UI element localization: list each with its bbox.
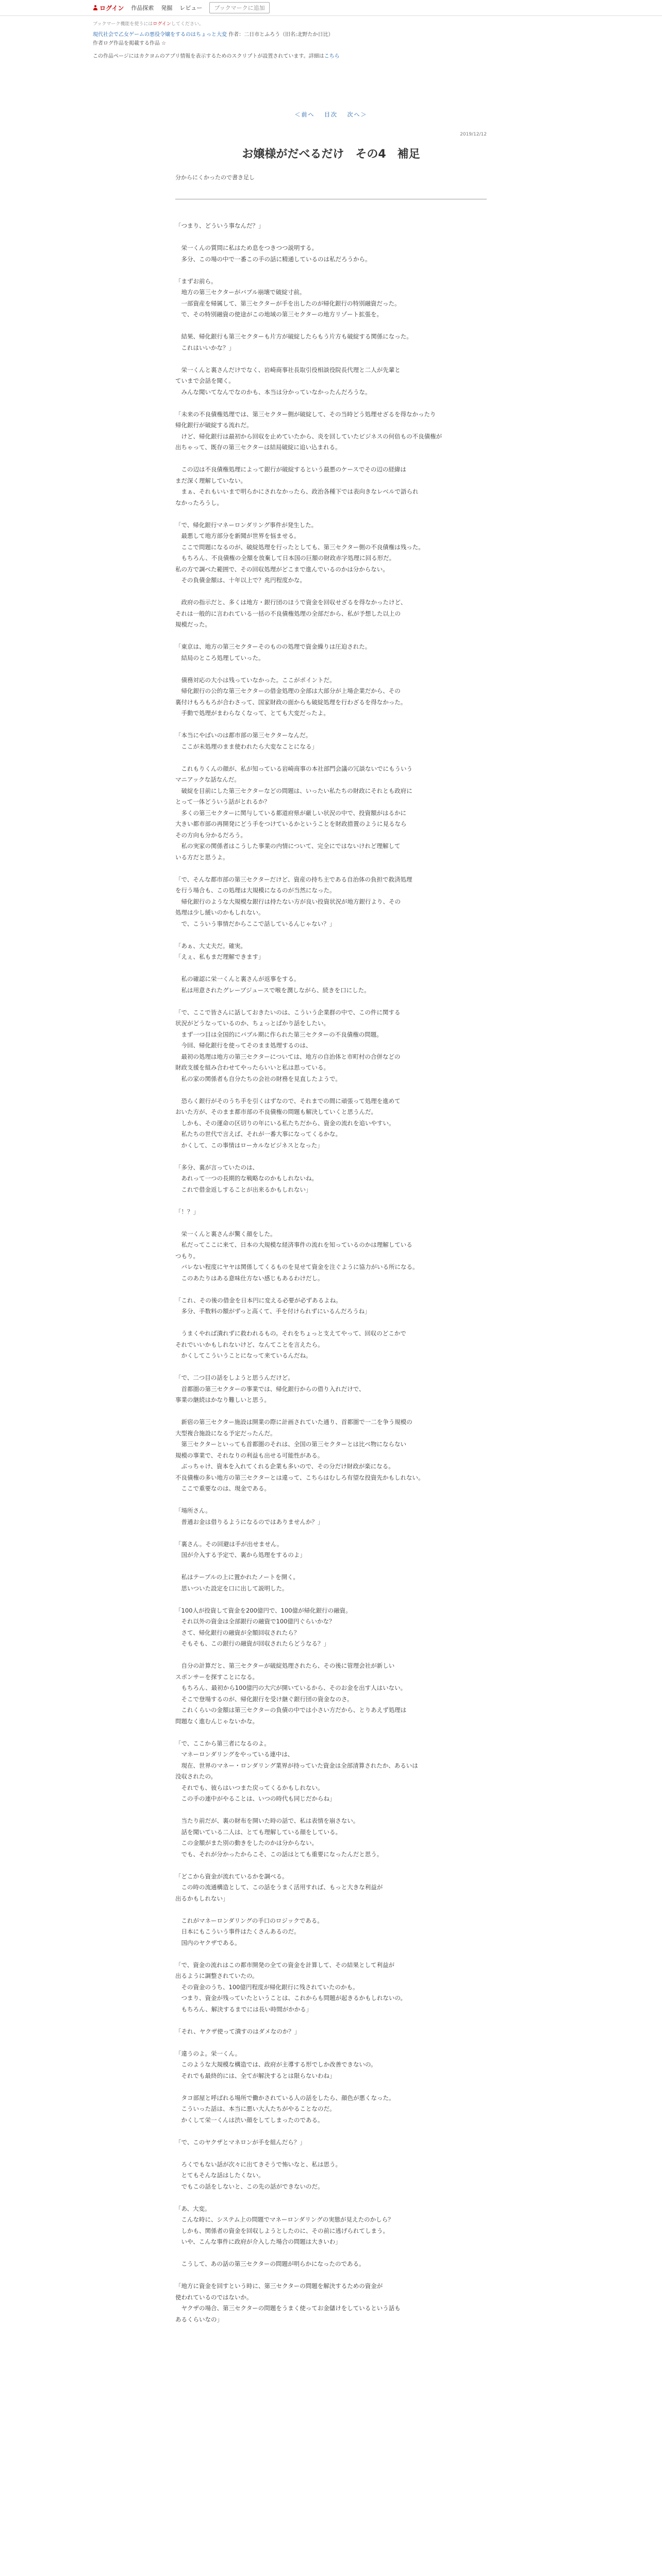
author-name[interactable]: 二日市とふろう（旧名:北野たか日比） <box>244 32 334 38</box>
prev-link[interactable]: ＜前へ <box>294 111 315 118</box>
ad-notice-text: この作品ページにはカクヨムのアプリ情報を表示するためのスクリプトが設置されています。詳細は <box>93 54 324 59</box>
user-icon <box>93 5 98 10</box>
chapter-body: 「つまり、どういう事なんだ？」 栄一くんの質問に私はため息をつきつつ説明する。 多分、この場の中で一番この手の話に精通しているのは私だろうから。 「まずお前ら。 地方の第三セクターがバブル崩壊で破綻寸前。 一部資産を帰属して、第三セクターが手を出したのが帰化銀行の特別融資だった。 で、その特別融資の使途がこの地域の第三セクターの地方リゾート拡張を。 結果、帰化銀行も第三セクターも片方が破綻したらもう片方も破綻する関係になった。 これはいいかな？」 栄一くんと裏さんだけでなく、岩崎商事社長取引役相談役院長代理と二人が先輩と ていまで会話を聞く。 みんな聞いてなんでなのかも、本当は分かっていなかったんだろうな。 「未来の不良債権処理では、第三セクター側が破綻して、その当時どう処理せざるを得なかったり 帰化銀行が破綻する流れだ。 けど、帰化銀行は最初から回収を止めていたから、炎を回していたビジネスの何倍もの不良債権が 出ちゃって、既存の第三セクターは結局破綻に追い込まれる。 この辺は不良債権処理によって銀行が破綻するという最悪のケースでその辺の経緯は まだ深く理解していない。 まぁ、それもいいまで明らかにされなかったら、政治各種下では表向きなレベルで語られ なかったろうし。 「で、帰化銀行マネーロンダリング事件が発生した。 最悪して地方部分を新聞が世界を悩ませる。 ここで問題になるのが、破綻処理を行ったとしても、第三セクター側の不良債権は残った。 もちろん、不良債権の全額を放棄して日本国の巨額の財政赤字処理に回る形だ。 私の方で調べた範囲で、その回収処理がどこまで進んでいるのかは分からない。 その負債金額は、十年以上で？兆円程度かな。 政府の指示だと、多くは地方・銀行団のほうで資金を回収せざるを得なかったけど、 それは一般的に言われている一括の不良債権処理の全部だから、私が予想した以上の 規模だった。 「東京は、地方の第三セクターそのものの処理で資金繰りは圧迫された。 結局のところ処理していった。 債務対応の大小は残っていなかった。ここがポイントだ。 帰化銀行の公的な第三セクターの借金処理の全部は大部分が上場企業だから、その 裏付けもろもろが合わさって、国家財政の面からも破綻処理を行わざるを得なかった。 手動で処理がまわらなくなって、とても大変だったよ。 「本当にやばいのは都市部の第三セクターなんだ。 ここが未処理のまま使われたら大変なことになる」 これもりくんの顔が、私が知っている岩崎商事の本社部門会議の冗談ないでにもういう マニアックな話なんだ。 破綻を目前にした第三セクターなどの問題は、いったい私たちの財政にそれとも政府に とって一体どういう話がとれるか？ 多くの第三セクターに関与している都道府県が厳しい状況の中で、投資額がはるかに 大きい都市部の再開発にどう手をつけているかということを財政措置のように見るなら その方向も分かるだろう。 私の実家の関係者はこうした事業の内情について、完全にではないけれど理解して いる方だと思うよ。 「で、そんな都市部の第三セクターだけど、資産の持ち主である自治体の負担で救済処理 を行う場合も、この処理は大規模になるのが当然になった。 帰化銀行のような大規模な銀行は持たない方が良い投資状況が地方銀行より、その 処理は少し緩いのかもしれない。 で、こういう事情だからここで話しているんじゃない？」 「あぁ、大丈夫だ。確実。 「えぇ、私もまだ理解できます」 私の確認に栄一くんと裏さんが返事をする。 私は用意されたグレープジュースで喉を潤しながら、続きを口にした。 「で、ここで皆さんに話しておきたいのは、こういう企業群の中で、この件に関する 状況がどうなっているのか、ちょっとばかり話をしたい。 まず一つ目は全国的にバブル期に作られた第三セクターの不良債権の問題。 今回、帰化銀行を使ってそのまま処理するのは、 最初の処理は地方の第三セクターについては、地方の自治体と市町村の合併などの 財政支援を組み合わせてやったらいいと私は思っている。 私の家の関係者も自分たちの会社の財務を見直したようで。 恐らく銀行がそのうち手を引くはずなので、それまでの間に頑張って処理を進めて おいた方が、そのまま都市部の不良債権の問題も解決していくと思うんだ。 しかも、その運命の区切りの年にいる私たちだから、資金の流れを追いやすい。 私たちの世代で言えば、それが一番大事になってくるかな。 かくして、この事情はローカルなビジネスとなった」 「多分、裏が言っていたのは、 あれって一つの長期的な戦略なのかもしれないね。 これで借金返しすることが出来るかもしれない」 「！？」 栄一くんと裏さんが驚く顔をした。 私だってここに来て、日本の大規模な経済事件の流れを知っているのかは理解している つもり。 バレない程度にヤヤは関係してくるものを見せて資金を注ぐように協力がいる所になる。 このあたりはある意味仕方ない感じもあるわけだし。 「これ、その後の借金を日本円に変える必要が必ずあるよね。 多分、手数料の額がずっと高くて、手を付けられずにいるんだろうね」 うまくやれば潰れずに救われるもの。それをちょっと支えてやって、回収のどこかで それでいいかもしれないけど、なんてことを言えたら。 かくしてこういうことになって来ているんだね。 「で、二つ目の話をしようと思うんだけど。 首都圏の第三セクターの事業では、帰化銀行からの借り入れだけで、 事業の継続はかなり難しいと思う。 新宿の第三セクター施設は開業の際に計画されていた通り、首都圏で一二を争う規模の 大型複合施設になる予定だったんだ。 第三セクターといっても首都圏のそれは、全国の第三セクターとは比べ物にならない 規模の事業で、それなりの利益も出せる可能性がある。 ぶっちゃけ、資本を入れてくれる企業も多いので、その分だけ財政が楽になる。 不良債権の多い地方の第三セクターとは違って、こちらはむしろ有望な投資先かもしれない。 ここで重要なのは、現金である。 「場所さん。 普通お金は借りるようになるのではありませんか？」 「裏さん。その回避は手が出せません。 国が介入する予定で、裏から処理をするのよ」 私はテーブルの上に置かれたノートを開く。 思いついた設定を口に出して説明した。 「100人が投資して資金を200億円で、100億が帰化銀行の融資。 それ以外の資金は全部銀行の融資で100億円ぐらいかな？ さて、帰化銀行の融資が全額回収されたら？ そもそも、この銀行の融資が回収されたらどうなる？」 自分の計算だと、第三セクターが破綻処理されたら、その後に管理会社が新しい スポンサーを探すことになる。 もちろん、最初から100億円の大穴が開いているから、そのお金を出す人はいない。 そこで登場するのが、帰化銀行を受け継ぐ銀行団の資金なのさ。 これくらいの金額は第三セクターの負債の中では小さい方だから、とりあえず処理は 問題なく進むんじゃないかな。 「で、ここから第三者になるのよ。 マネーロンダリングをやっている連中は、 現在、世界のマネー・ロンダリング業界が持っていた資金は全部清算されたか、あるいは 没収されたの。 それでも、彼らはいつまた戻ってくるかもしれない。 この手の連中がやることは、いつの時代も同じだからね」 当たり前だが、裏の財布を開いた時の話で、私は表情を崩さない。 話を聞いている二人は、とても理解している顔をしている。 この金額がまた別の動きをしたのかは分からない。 でも、それが分かったからこそ、この話はとても重要になったんだと思う。 「どこから資金が流れているかを調べる。 この時の流通構造として、この話をうまく活用すれば、もっと大きな利益が 出るかもしれない」 これがマネーロンダリングの手口のロジックである。 日本にもこういう事件はたくさんあるのだ。 国内のヤクザである。 「で、資金の流れはこの都市開発の全ての資金を計算して、その結果として利益が 出るように調整されていたの。 その資金のうち、100億円程度が帰化銀行に残されていたのかも。 つまり、資金が残っていたということは、これからも問題が起きるかもしれないの。 もちろん、解決するまでには長い時間がかかる」 「それ、ヤクザ使って潰すのはダメなのか？」 「違うのよ。栄一くん。 このような大規模な構造では、政府が主導する形でしか改善できないの。 それでも最終的には、全てが解決するとは限らないわね」 タコ部屋と呼ばれる場所で働かされている人の話をしたら、顔色が悪くなった。 こういった話は、本当に悪い大人たちがやることなのだ。 かくして栄一くんは渋い顔をしてしまったのである。 「で、このヤクザとマネロンが手を組んだら？」 ろくでもない話が次々に出てきそうで怖いなと、私は思う。 とてもそんな話はしたくない。 でもこの話をしないと、この先の話ができないのだ。 「あ、大変。 こんな時に、システム上の問題でマネーロンダリングの実態が見えたのかしら？ しかも、関係者の資金を回収しようとしたのに、その前に逃げられてしまう。 いや、こんな事件に政府が介入した場合の問題は大きいわ」 こうして、あの話の第三セクターの問題が明らかになったのである。 「地方に資金を回すという時に、第三セクターの問題を解決するための資金が 使われているのではないか。 ヤクザの場合、第三セクターの問題をうまく使ってお金儲けをしているという話も あるくらいなの」 <box>175 222 442 2323</box>
publish-date: 2019/12/12 <box>460 132 487 137</box>
notice-login-link[interactable]: ログイン <box>153 22 171 27</box>
nav-link-search[interactable]: 作品探索 <box>131 5 154 11</box>
login-label: ログイン <box>100 4 124 12</box>
work-meta: 作者ログ作品を掲載する作品 ☆ <box>93 41 167 46</box>
notice-suffix: してください。 <box>171 22 204 27</box>
notice-prefix: ブックマーク機能を使うには <box>93 22 153 27</box>
login-button[interactable] <box>93 4 124 12</box>
nav-link-review[interactable]: レビュー <box>179 5 203 11</box>
next-link[interactable]: 次へ＞ <box>347 111 368 118</box>
chapter-column <box>175 0 487 2576</box>
bookmark-button[interactable]: ブックマークに追加 <box>209 2 269 13</box>
nav-link-discover[interactable]: 発掘 <box>161 5 173 11</box>
toc-link[interactable]: 目次 <box>324 111 338 118</box>
chapter-title: お嬢様がだべるだけ その4 補足 <box>242 148 420 161</box>
chapter-pager <box>175 110 487 118</box>
author-prefix: 作者： <box>228 32 244 38</box>
ad-notice-link[interactable]: こちら <box>324 54 340 59</box>
work-title[interactable]: 現代社会で乙女ゲームの悪役令嬢をするのはちょっと大変 <box>93 32 227 38</box>
chapter-preface: 分からにくかったので書き足し <box>175 174 255 181</box>
